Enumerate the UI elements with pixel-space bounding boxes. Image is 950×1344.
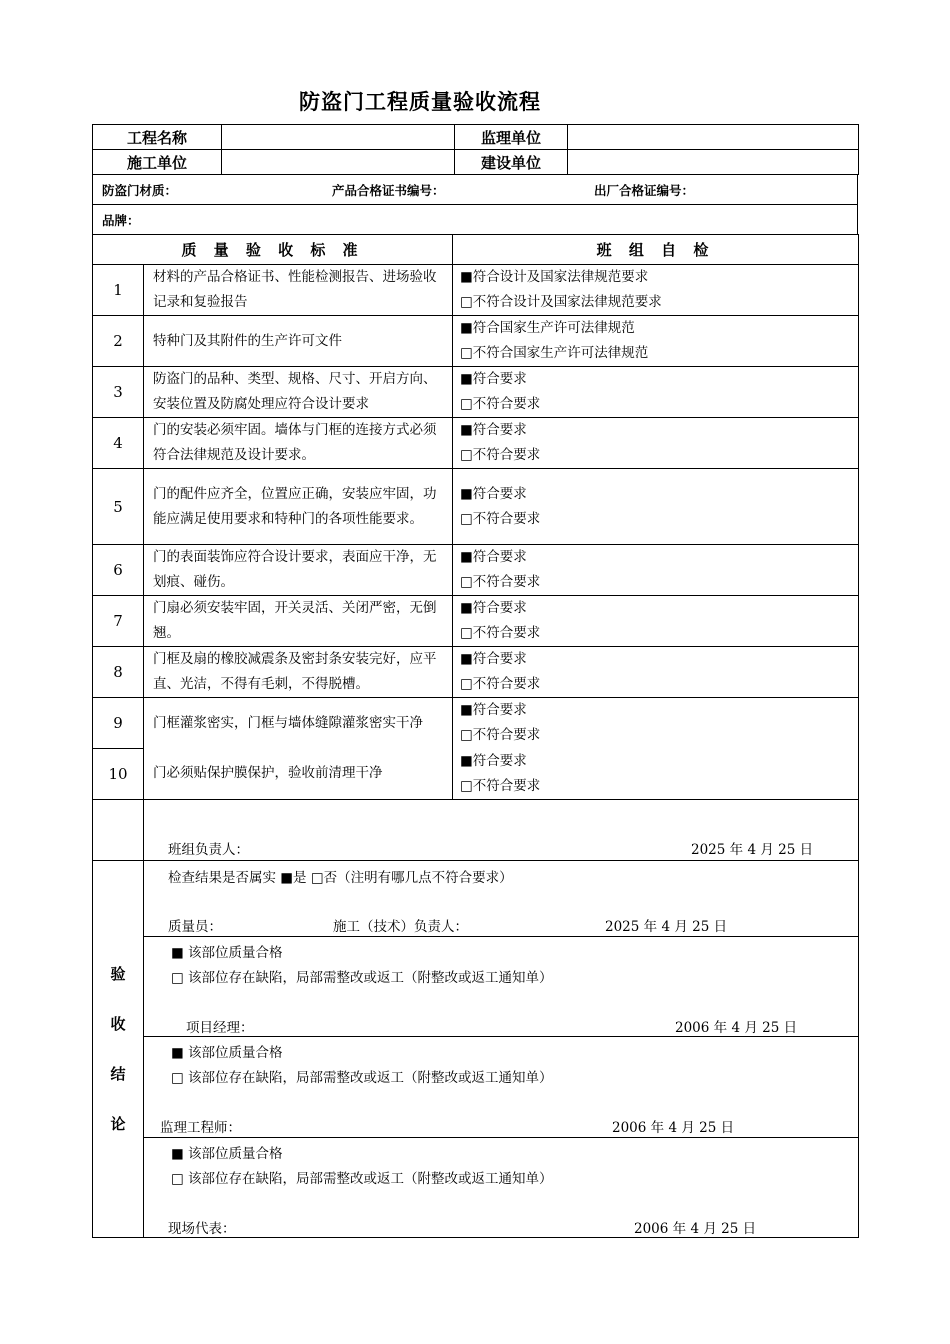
page-title: 防盗门工程质量验收流程 (299, 90, 541, 114)
table-row (93, 698, 859, 749)
conclusion-side-label (93, 860, 144, 1237)
team-leader-label: 班组负责人： (168, 841, 249, 858)
item-number: 8 (93, 647, 144, 698)
fail-option[interactable]: □不符合设计及国家法律规范要求 (460, 294, 662, 310)
item-standard: 防盗门的品种、类型、规格、尺寸、开启方向、安装位置及防腐处理应符合设计要求 (144, 367, 453, 418)
table-row (93, 647, 859, 698)
quality-defect-option[interactable]: □ 该部位存在缺陷，局部需整改或返工（附整改或返工通知单） (171, 969, 553, 986)
fail-option[interactable]: □不符合国家生产许可法律规范 (460, 345, 649, 361)
construction-check-section (144, 860, 859, 936)
site-representative-date: 2006 年 4 月 25 日 (634, 1220, 757, 1237)
cert-no-label: 产品合格证书编号： (332, 182, 445, 198)
pass-option[interactable]: ■符合国家生产许可法律规范 (460, 320, 635, 336)
pass-option[interactable]: ■符合设计及国家法律规范要求 (460, 269, 649, 285)
factory-cert-label: 出厂合格证编号： (594, 182, 695, 198)
supervisor-label: 监理单位 (455, 125, 568, 150)
item-standard: 材料的产品合格证书、性能检测报告、进场验收记录和复验报告 (144, 265, 453, 316)
pass-option[interactable]: ■符合要求 (460, 485, 527, 502)
tech-lead-label: 施工（技术）负责人： (333, 918, 468, 935)
site-representative-section (144, 1137, 859, 1237)
fail-option[interactable]: □不符合要求 (460, 676, 541, 692)
item-check (453, 545, 859, 596)
pass-option[interactable]: ■符合要求 (460, 600, 527, 616)
item-number: 4 (93, 418, 144, 469)
project-name-label: 工程名称 (93, 125, 222, 150)
item-check (453, 469, 859, 545)
fail-option[interactable]: □不符合要求 (460, 510, 541, 527)
quality-ok-option[interactable]: ■ 该部位质量合格 (171, 1044, 283, 1061)
fail-option[interactable]: □不符合要求 (460, 727, 541, 744)
inspection-form (92, 124, 858, 1238)
fail-option[interactable]: □不符合要求 (460, 574, 541, 590)
conclusion-table (92, 799, 859, 1238)
material-label: 防盗门材质： (102, 182, 178, 198)
supervisor-date: 2006 年 4 月 25 日 (612, 1119, 735, 1136)
fail-option[interactable]: □不符合要求 (460, 447, 541, 463)
fail-option[interactable]: □不符合要求 (460, 625, 541, 641)
table-row (93, 265, 859, 316)
fail-option[interactable]: □不符合要求 (460, 396, 541, 412)
item-check (453, 749, 859, 800)
pass-option[interactable]: ■符合要求 (460, 702, 527, 719)
check-result-line[interactable]: 检查结果是否属实 ■是 □否（注明有哪几点不符合要求） (168, 869, 513, 886)
item-check (453, 647, 859, 698)
qc-date: 2025 年 4 月 25 日 (605, 918, 728, 935)
self-check-column-header: 班 组 自 检 (453, 235, 859, 265)
table-row (93, 418, 859, 469)
item-standard: 门的表面装饰应符合设计要求，表面应干净，无划痕、碰伤。 (144, 545, 453, 596)
item-check (453, 316, 859, 367)
conclusion-char: 论 (110, 1114, 126, 1133)
conclusion-char: 收 (110, 1014, 126, 1033)
team-signoff-spacer (93, 799, 144, 860)
pass-option[interactable]: ■符合要求 (460, 549, 527, 565)
brand-label: 品牌： (93, 205, 858, 235)
item-check (453, 698, 859, 749)
table-row (93, 545, 859, 596)
standards-table (92, 234, 859, 800)
project-name-field[interactable] (222, 125, 455, 150)
supervisor-engineer-label: 监理工程师： (160, 1119, 241, 1136)
owner-unit-field[interactable] (568, 150, 859, 175)
table-row (93, 316, 859, 367)
site-representative-label: 现场代表： (168, 1220, 236, 1237)
project-manager-label: 项目经理： (186, 1019, 254, 1036)
pass-option[interactable]: ■符合要求 (460, 422, 527, 438)
info-table (92, 174, 858, 235)
supervisor-section (144, 1036, 859, 1137)
item-standard: 门框灌浆密实，门框与墙体缝隙灌浆密实干净 (144, 698, 453, 749)
table-row (93, 749, 859, 800)
pass-option[interactable]: ■符合要求 (460, 371, 527, 387)
quality-defect-option[interactable]: □ 该部位存在缺陷，局部需整改或返工（附整改或返工通知单） (171, 1069, 553, 1086)
owner-unit-label: 建设单位 (455, 150, 568, 175)
team-date: 2025 年 4 月 25 日 (691, 841, 814, 858)
item-number: 3 (93, 367, 144, 418)
construction-unit-label: 施工单位 (93, 150, 222, 175)
item-check (453, 367, 859, 418)
table-row (93, 367, 859, 418)
item-standard: 门的配件应齐全，位置应正确，安装应牢固，功能应满足使用要求和特种门的各项性能要求。 (144, 469, 453, 545)
quality-ok-option[interactable]: ■ 该部位质量合格 (171, 944, 283, 961)
item-check (453, 265, 859, 316)
qc-label: 质量员： (168, 918, 222, 935)
construction-unit-field[interactable] (222, 150, 455, 175)
item-check (453, 596, 859, 647)
fail-option[interactable]: □不符合要求 (460, 777, 541, 794)
item-number: 1 (93, 265, 144, 316)
item-standard: 特种门及其附件的生产许可文件 (144, 316, 453, 367)
item-standard: 门扇必须安装牢固，开关灵活、关闭严密，无倒翘。 (144, 596, 453, 647)
table-row (93, 596, 859, 647)
item-standard: 门的安装必须牢固。墙体与门框的连接方式必须符合法律规范及设计要求。 (144, 418, 453, 469)
quality-defect-option[interactable]: □ 该部位存在缺陷，局部需整改或返工（附整改或返工通知单） (171, 1170, 553, 1187)
table-row (93, 469, 859, 545)
item-number: 6 (93, 545, 144, 596)
item-standard: 门必须贴保护膜保护，验收前清理干净 (144, 749, 453, 800)
quality-ok-option[interactable]: ■ 该部位质量合格 (171, 1145, 283, 1162)
conclusion-char: 结 (110, 1064, 126, 1083)
item-number: 9 (93, 698, 144, 749)
header-table (92, 124, 859, 175)
team-signoff-section (144, 799, 859, 860)
material-row (93, 175, 858, 205)
item-number: 5 (93, 469, 144, 545)
pass-option[interactable]: ■符合要求 (460, 752, 527, 769)
project-manager-date: 2006 年 4 月 25 日 (675, 1019, 798, 1036)
pass-option[interactable]: ■符合要求 (460, 651, 527, 667)
standard-column-header: 质 量 验 收 标 准 (93, 235, 453, 265)
conclusion-char: 验 (110, 964, 126, 983)
item-number: 10 (93, 749, 144, 800)
item-number: 2 (93, 316, 144, 367)
project-manager-section (144, 936, 859, 1036)
supervisor-field[interactable] (568, 125, 859, 150)
item-standard: 门框及扇的橡胶减震条及密封条安装完好，应平直、光洁，不得有毛刺，不得脱槽。 (144, 647, 453, 698)
item-number: 7 (93, 596, 144, 647)
item-check (453, 418, 859, 469)
